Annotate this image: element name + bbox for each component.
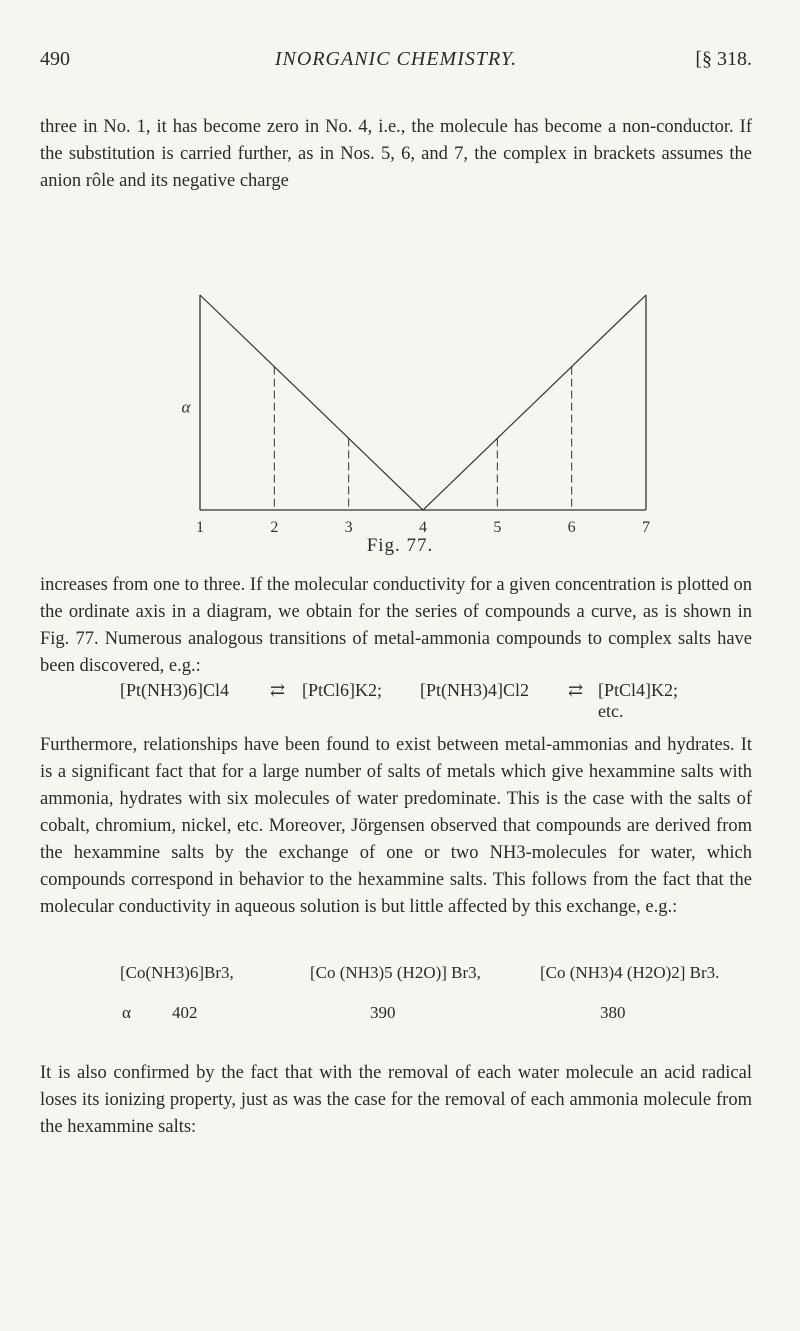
eq1-left: [Pt(NH3)6]Cl4 [120, 680, 229, 700]
formula-hexammine: [Co(NH3)6]Br3, [120, 963, 234, 982]
formula-row [40, 963, 752, 1063]
paragraph-1: three in No. 1, it has become zero in No. 4, i.e., the molecule has become a non-conductor. If the substitution is carried further, as in Nos. 5, 6, and 7, the complex in brackets assumes the anion rôle and its negative charge [40, 117, 752, 191]
conductivity-chart [178, 285, 678, 550]
x-tick-label: 6 [567, 519, 576, 536]
x-tick-label: 7 [642, 519, 650, 536]
paragraph-2: increases from one to three. If the molecular conductivity for a given concentration is plotted on the ordinate axis in a diagram, we obtain for the series of compounds a curve, as is shown in Fig. 77. Numerous analogous transitions of metal-ammonia compounds to complex salts have been discovered, e.g.: [40, 575, 752, 676]
formula-aquo-pentammine: [Co (NH3)5 (H2O)] Br3, [310, 963, 481, 982]
x-tick-label: 3 [344, 519, 353, 536]
eq2-right: [PtCl4]K2; etc. [598, 680, 679, 721]
eq1-right: [PtCl6]K2; [302, 680, 383, 700]
eq2-left: [Pt(NH3)4]Cl2 [420, 680, 529, 700]
x-tick-label: 1 [196, 519, 204, 536]
x-tick-label: 5 [493, 519, 502, 536]
eq2-arrow: ⇄ [568, 680, 584, 700]
eq1-arrow: ⇄ [270, 680, 286, 700]
paragraph-4: It is also confirmed by the fact that with the removal of each water molecule an acid radical loses its ionizing property, just as was the case for the removal of each ammonia molecule from the hexammine salts: [40, 1063, 752, 1137]
value-3: 380 [600, 1003, 626, 1022]
alpha-symbol: α [122, 1003, 131, 1022]
y-axis-label: α [181, 397, 191, 417]
section-reference: [§ 318. [695, 48, 752, 70]
running-title: INORGANIC CHEMISTRY. [274, 48, 518, 70]
figure-caption: Fig. 77. [366, 535, 434, 556]
conductivity-curve [200, 295, 646, 510]
x-tick-label: 4 [419, 519, 427, 536]
formula-diaquo-tetrammine: [Co (NH3)4 (H2O)2] Br3. [540, 963, 720, 982]
paragraph-3: Furthermore, relationships have been found to exist between metal-ammonias and hydrates. It is a significant fact that for a large number of salts of metals which give hexammine salts with ammonia, hydrates with six molecules of water predominate. This is the case with the salts of cobalt, chromium, nickel, etc. Moreover, Jörgensen observed that compounds are derived from the hexammine salts by the exchange of one or two NH3-molecules for water, which compounds correspond in behavior to the hexammine salts. This follows from the fact that the molecular conductivity in aqueous solution is but little affected by this exchange, e.g.: [40, 735, 752, 917]
page-header [40, 48, 752, 78]
page-number: 490 [40, 48, 70, 70]
value-2: 390 [370, 1003, 396, 1022]
value-1: 402 [172, 1003, 198, 1022]
x-tick-label: 2 [270, 519, 279, 536]
